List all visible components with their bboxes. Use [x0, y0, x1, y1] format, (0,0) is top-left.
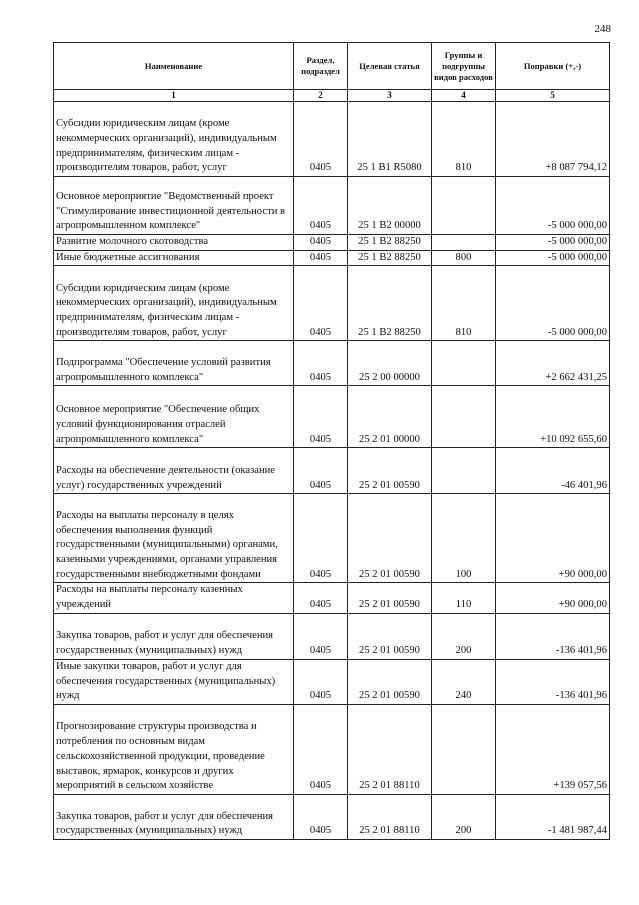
row-name: Закупка товаров, работ и услуг для обеспечения государственных (муниципальных) нужд	[54, 613, 294, 659]
row-group: 100	[432, 494, 496, 583]
row-amount: -5 000 000,00	[496, 235, 610, 251]
row-name: Подпрограмма "Обеспечение условий развития агропромышленного комплекса"	[54, 341, 294, 386]
row-target: 25 1 B2 88250	[348, 250, 432, 266]
header-row	[54, 43, 610, 90]
row-group: 810	[432, 102, 496, 177]
row-target: 25 2 01 00590	[348, 613, 432, 659]
row-group: 800	[432, 250, 496, 266]
row-target: 25 1 B1 R5080	[348, 102, 432, 177]
row-name: Расходы на выплаты персоналу казенных учреждений	[54, 583, 294, 613]
row-name: Субсидии юридическим лицам (кроме некоммерческих организаций), индивидуальным предпринимателям, физическим лицам - производителям товаров, работ, услуг	[54, 266, 294, 341]
row-amount: -5 000 000,00	[496, 177, 610, 235]
row-group	[432, 341, 496, 386]
row-amount: +10 092 655,60	[496, 386, 610, 448]
row-amount: -1 481 987,44	[496, 794, 610, 839]
row-amount: +90 000,00	[496, 583, 610, 613]
row-target: 25 1 B2 88250	[348, 235, 432, 251]
row-target: 25 2 01 00590	[348, 583, 432, 613]
row-name: Иные закупки товаров, работ и услуг для обеспечения государственных (муниципальных) нужд	[54, 659, 294, 704]
row-target: 25 2 01 00590	[348, 448, 432, 494]
column-number: 2	[294, 90, 348, 102]
row-target: 25 2 01 88110	[348, 704, 432, 794]
header-target: Целевая статья	[348, 43, 432, 90]
page-number: 248	[594, 23, 611, 35]
column-number: 5	[496, 90, 610, 102]
table-row	[54, 659, 610, 704]
row-target: 25 1 B2 00000	[348, 177, 432, 235]
row-name: Расходы на выплаты персоналу в целях обеспечения выполнения функций государственными (муниципальными) органами, казенными учреждениями, органами управления государственными внебюджетными фондами	[54, 494, 294, 583]
row-group: 200	[432, 794, 496, 839]
budget-amendments-table	[53, 42, 610, 840]
table-row	[54, 613, 610, 659]
row-group	[432, 177, 496, 235]
header-name: Наименование	[54, 43, 294, 90]
row-target: 25 2 01 88110	[348, 794, 432, 839]
row-amount: -136 401,96	[496, 659, 610, 704]
row-section: 0405	[294, 583, 348, 613]
row-section: 0405	[294, 266, 348, 341]
column-number: 1	[54, 90, 294, 102]
row-name: Расходы на обеспечение деятельности (оказание услуг) государственных учреждений	[54, 448, 294, 494]
table-row	[54, 494, 610, 583]
table-row	[54, 386, 610, 448]
row-section: 0405	[294, 659, 348, 704]
table-row	[54, 704, 610, 794]
row-section: 0405	[294, 448, 348, 494]
row-group	[432, 386, 496, 448]
header-amendments: Поправки (+,-)	[496, 43, 610, 90]
row-section: 0405	[294, 102, 348, 177]
table-row	[54, 794, 610, 839]
header-groups: Группы и подгруппы видов расходов	[432, 43, 496, 90]
row-name: Закупка товаров, работ и услуг для обеспечения государственных (муниципальных) нужд	[54, 794, 294, 839]
row-group: 810	[432, 266, 496, 341]
row-section: 0405	[294, 341, 348, 386]
row-target: 25 1 B2 88250	[348, 266, 432, 341]
table-row	[54, 341, 610, 386]
row-section: 0405	[294, 250, 348, 266]
column-number: 4	[432, 90, 496, 102]
row-name: Субсидии юридическим лицам (кроме некоммерческих организаций), индивидуальным предпринимателям, физическим лицам - производителям товаров, работ, услуг	[54, 102, 294, 177]
row-target: 25 2 00 00000	[348, 341, 432, 386]
table-row	[54, 235, 610, 251]
table-row	[54, 448, 610, 494]
row-amount: +139 057,56	[496, 704, 610, 794]
row-section: 0405	[294, 613, 348, 659]
row-target: 25 2 01 00590	[348, 659, 432, 704]
table-row	[54, 102, 610, 177]
row-group	[432, 448, 496, 494]
table-row	[54, 266, 610, 341]
row-name: Основное мероприятие "Ведомственный проект "Стимулирование инвестиционной деятельности в агропромышленном комплексе"	[54, 177, 294, 235]
row-name: Развитие молочного скотоводства	[54, 235, 294, 251]
row-amount: -46 401,96	[496, 448, 610, 494]
row-target: 25 2 01 00590	[348, 494, 432, 583]
row-section: 0405	[294, 235, 348, 251]
row-section: 0405	[294, 177, 348, 235]
table-row	[54, 177, 610, 235]
row-group: 200	[432, 613, 496, 659]
row-group	[432, 704, 496, 794]
row-amount: -136 401,96	[496, 613, 610, 659]
row-amount: +2 662 431,25	[496, 341, 610, 386]
row-section: 0405	[294, 386, 348, 448]
row-group	[432, 235, 496, 251]
row-amount: -5 000 000,00	[496, 250, 610, 266]
row-section: 0405	[294, 794, 348, 839]
column-number: 3	[348, 90, 432, 102]
row-name: Иные бюджетные ассигнования	[54, 250, 294, 266]
row-section: 0405	[294, 494, 348, 583]
row-group: 240	[432, 659, 496, 704]
column-numbers-row	[54, 90, 610, 102]
row-section: 0405	[294, 704, 348, 794]
row-amount: -5 000 000,00	[496, 266, 610, 341]
row-amount: +90 000,00	[496, 494, 610, 583]
header-section: Раздел, подраздел	[294, 43, 348, 90]
table-row	[54, 583, 610, 613]
row-name: Прогнозирование структуры производства и потребления по основным видам сельскохозяйственной продукции, проведение выставок, ярмарок, конкурсов и других мероприятий в сельском хозяйстве	[54, 704, 294, 794]
row-target: 25 2 01 00000	[348, 386, 432, 448]
row-amount: +8 087 794,12	[496, 102, 610, 177]
table-row	[54, 250, 610, 266]
row-group: 110	[432, 583, 496, 613]
row-name: Основное мероприятие "Обеспечение общих условий функционирования отраслей агропромышленного комплекса"	[54, 386, 294, 448]
